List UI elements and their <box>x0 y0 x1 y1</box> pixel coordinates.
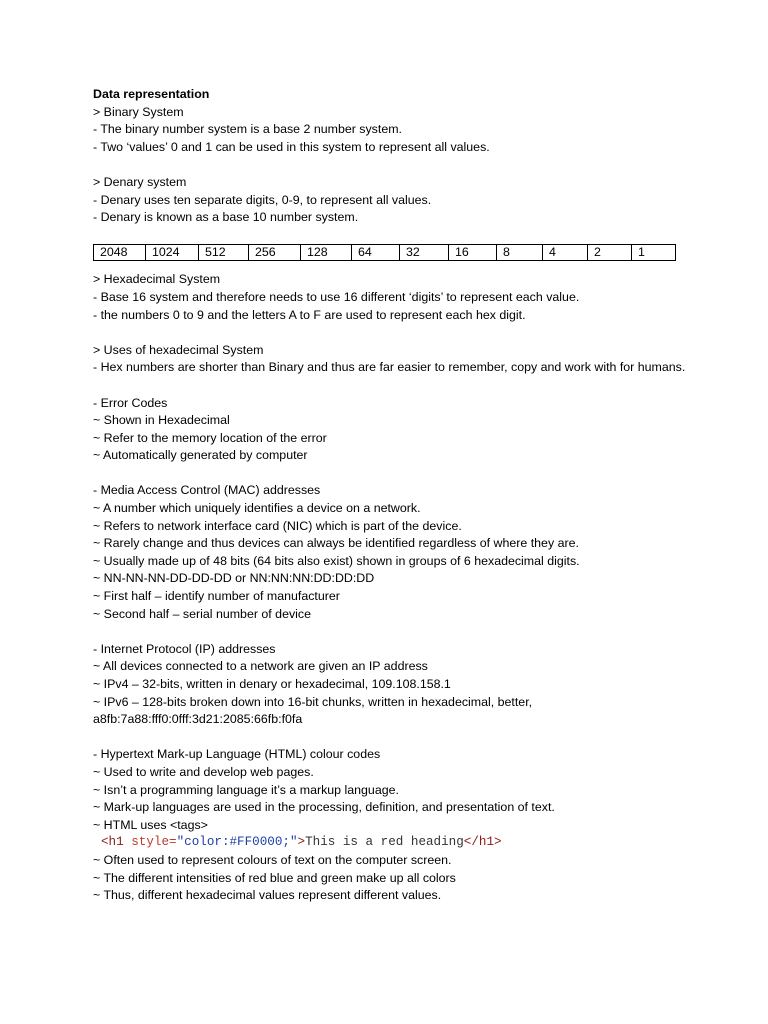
place-value-row <box>94 245 676 261</box>
spacer <box>93 623 693 641</box>
error-codes-heading: - Error Codes <box>93 395 168 410</box>
place-value-cell: 16 <box>449 245 497 261</box>
ip-heading: - Internet Protocol (IP) addresses <box>93 641 276 656</box>
hex-line-1: - Base 16 system and therefore needs to use 16 different ‘digits’ to represent each value. <box>93 289 580 304</box>
code-attribute-value: "color:#FF0000;" <box>176 835 298 850</box>
denary-line-1: - Denary uses ten separate digits, 0-9, to represent all values. <box>93 192 432 207</box>
html-after-line-2: ~ The different intensities of red blue and green make up all colors <box>93 870 456 885</box>
html-after-line-3: ~ Thus, different hexadecimal values represent different values. <box>93 888 442 903</box>
mac-line-7: ~ Second half – serial number of device <box>93 606 311 621</box>
mac-line-1: ~ A number which uniquely identifies a device on a network. <box>93 501 421 516</box>
html-after-line-1: ~ Often used to represent colours of text on the computer screen. <box>93 852 452 867</box>
place-value-cell: 2 <box>588 245 632 261</box>
mac-heading: - Media Access Control (MAC) addresses <box>93 483 321 498</box>
spacer <box>93 156 693 174</box>
place-value-cell: 4 <box>543 245 588 261</box>
document-title: Data representation <box>93 87 210 101</box>
html-line-4: ~ HTML uses <tags> <box>93 817 208 832</box>
mac-line-4: ~ Usually made up of 48 bits (64 bits also exist) shown in groups of 6 hexadecimal digits. <box>93 553 580 568</box>
place-value-cell: 64 <box>352 245 400 261</box>
error-codes-line-3: ~ Automatically generated by computer <box>93 448 308 463</box>
ip-line-4: a8fb:7a88:fff0:0fff:3d21:2085:66fb:f0fa <box>93 712 303 727</box>
mac-line-6: ~ First half – identify number of manufacturer <box>93 589 340 604</box>
html-code-example <box>93 834 693 852</box>
code-tag-end: > <box>297 835 306 850</box>
place-value-cell: 1024 <box>146 245 199 261</box>
spacer <box>93 261 693 271</box>
mac-line-5: ~ NN-NN-NN-DD-DD-DD or NN:NN:NN:DD:DD:DD <box>93 571 375 586</box>
binary-line-2: - Two ‘values’ 0 and 1 can be used in this system to represent all values. <box>93 139 490 154</box>
place-value-cell: 128 <box>301 245 352 261</box>
code-open-tag: <h1 <box>101 835 124 850</box>
place-value-cell: 8 <box>497 245 543 261</box>
ip-line-1: ~ All devices connected to a network are given an IP address <box>93 659 428 674</box>
code-text: This is a red heading <box>305 835 464 850</box>
mac-line-2: ~ Refers to network interface card (NIC) which is part of the device. <box>93 518 462 533</box>
html-line-1: ~ Used to write and develop web pages. <box>93 764 314 779</box>
place-value-cell: 2048 <box>94 245 146 261</box>
code-attribute: style= <box>123 835 177 850</box>
error-codes-line-1: ~ Shown in Hexadecimal <box>93 413 230 428</box>
hex-heading: > Hexadecimal System <box>93 272 221 287</box>
place-value-cell: 512 <box>199 245 249 261</box>
denary-line-2: - Denary is known as a base 10 number system. <box>93 210 359 225</box>
uses-heading: > Uses of hexadecimal System <box>93 342 264 357</box>
code-close-tag: </h1> <box>463 835 502 850</box>
document-page <box>93 86 693 905</box>
html-line-3: ~ Mark-up languages are used in the processing, definition, and presentation of text. <box>93 800 555 815</box>
spacer <box>93 729 693 747</box>
html-line-2: ~ Isn’t a programming language it’s a markup language. <box>93 782 399 797</box>
spacer <box>93 227 693 245</box>
denary-heading: > Denary system <box>93 174 187 189</box>
uses-line: - Hex numbers are shorter than Binary and thus are far easier to remember, copy and work with for humans. <box>93 360 686 375</box>
ip-line-3: ~ IPv6 – 128-bits broken down into 16-bit chunks, written in hexadecimal, better, <box>93 694 533 709</box>
binary-line-1: - The binary number system is a base 2 number system. <box>93 122 402 137</box>
place-value-cell: 1 <box>632 245 676 261</box>
place-value-cell: 256 <box>249 245 301 261</box>
error-codes-line-2: ~ Refer to the memory location of the error <box>93 430 327 445</box>
ip-line-2: ~ IPv4 – 32-bits, written in denary or hexadecimal, 109.108.158.1 <box>93 677 451 691</box>
html-heading: - Hypertext Mark-up Language (HTML) colour codes <box>93 747 381 762</box>
mac-line-3: ~ Rarely change and thus devices can always be identified regardless of where they are. <box>93 536 579 551</box>
binary-heading: > Binary System <box>93 104 184 119</box>
hex-line-2: - the numbers 0 to 9 and the letters A to F are used to represent each hex digit. <box>93 307 526 322</box>
spacer <box>93 465 693 483</box>
spacer <box>93 377 693 395</box>
spacer <box>93 324 693 342</box>
place-value-cell: 32 <box>400 245 449 261</box>
place-value-table <box>93 244 676 261</box>
